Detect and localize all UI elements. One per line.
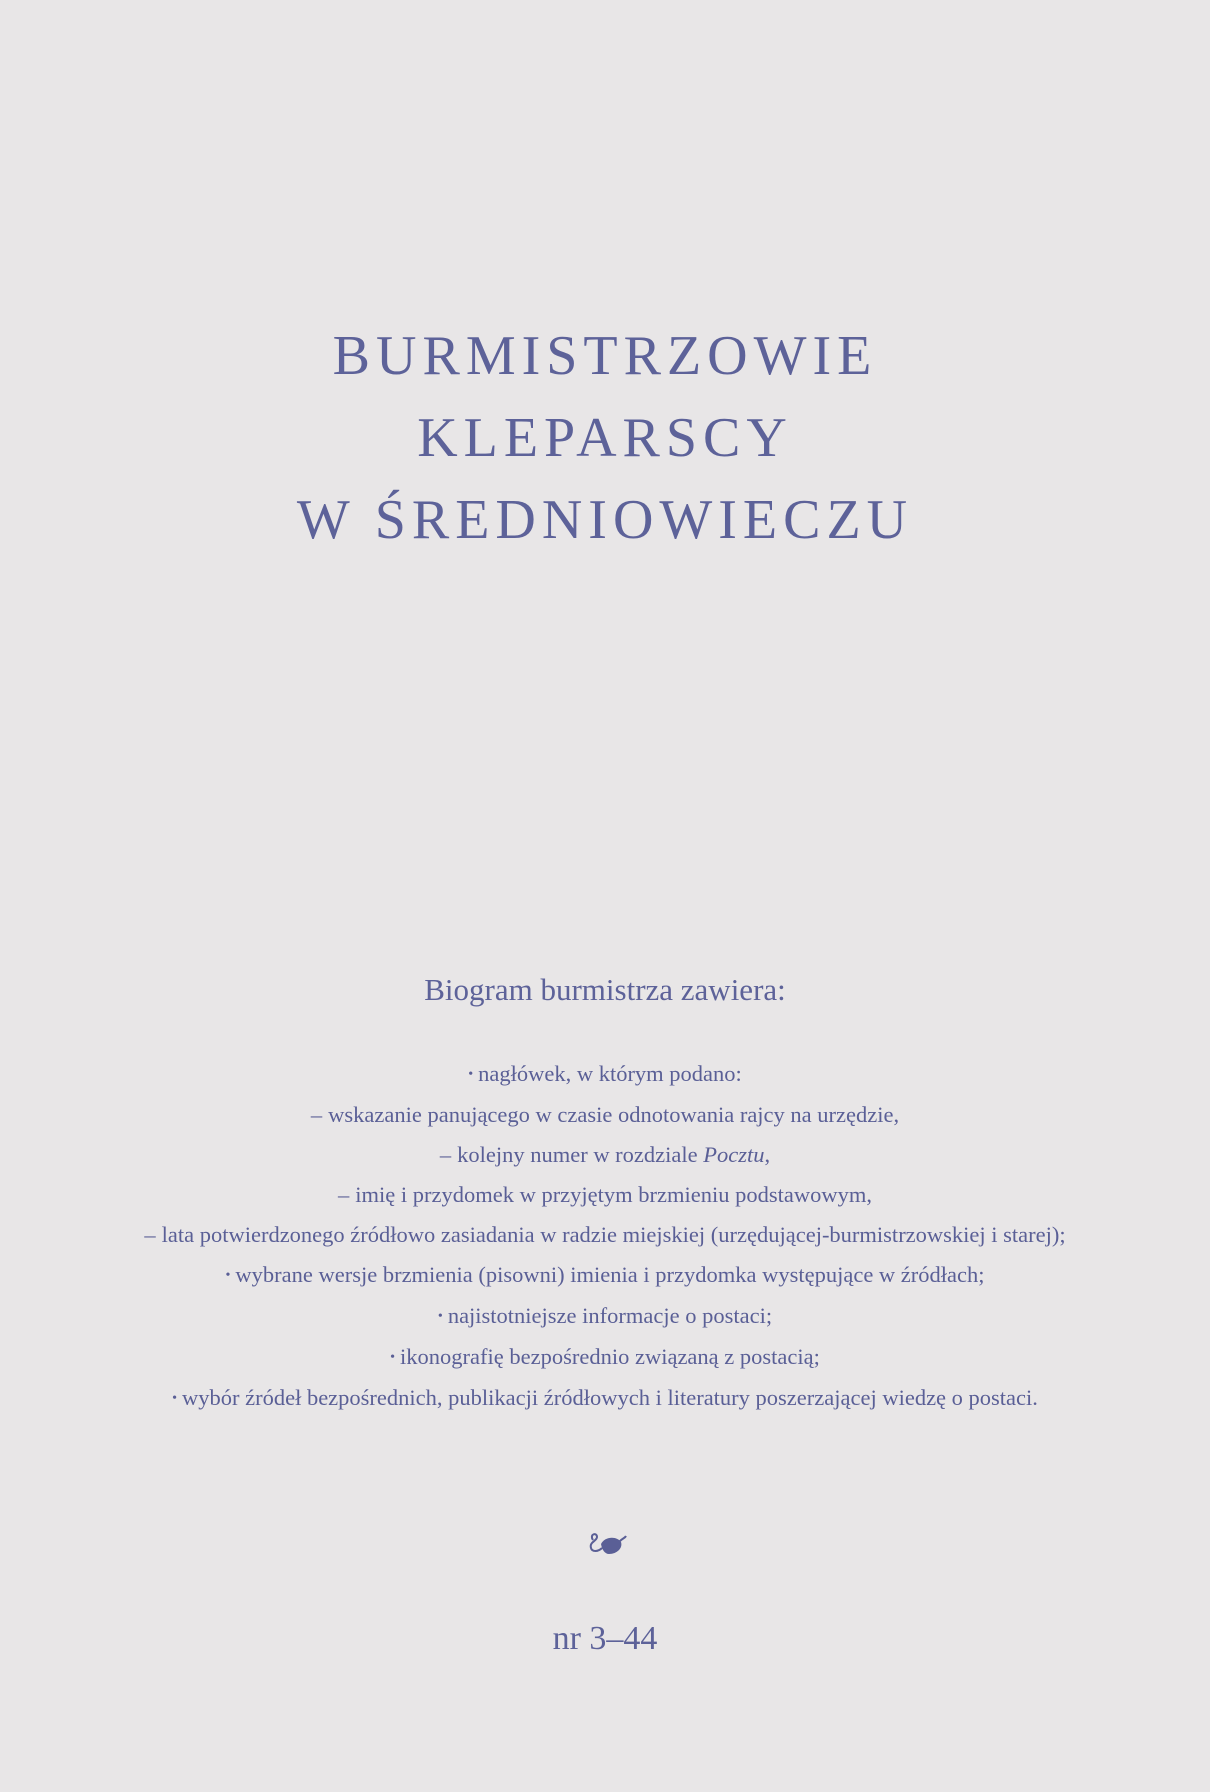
page-title <box>0 315 1210 561</box>
title-line-1: BURMISTRZOWIE <box>332 325 878 387</box>
section-heading: Biogram burmistrza zawiera: <box>424 972 786 1007</box>
entry-number-range: nr 3–44 <box>552 1620 658 1657</box>
list-item <box>0 1378 1210 1419</box>
list-item-text: wskazanie panującego w czasie odnotowania rajcy na urzędzie, <box>328 1102 900 1127</box>
bullet-icon: • <box>225 1268 231 1283</box>
list-item <box>0 1255 1210 1296</box>
list-item-text: ikonografię bezpośrednio związaną z postacią; <box>400 1344 820 1369</box>
biogram-contents-list <box>0 1054 1210 1419</box>
list-item <box>0 1095 1210 1135</box>
list-item <box>0 1135 1210 1175</box>
list-item <box>0 1296 1210 1337</box>
list-item-text: imię i przydomek w przyjętym brzmieniu podstawowym, <box>355 1182 872 1207</box>
title-line-3: W ŚREDNIOWIECZU <box>296 489 914 551</box>
dash-icon: – <box>337 1182 350 1207</box>
bullet-icon: • <box>172 1391 177 1406</box>
list-item-text: wybrane wersje brzmienia (pisowni) imienia i przydomka występujące w źródłach; <box>235 1262 985 1287</box>
list-item-text: , <box>764 1142 771 1167</box>
bullet-icon: • <box>437 1309 443 1324</box>
list-item-text: nagłówek, w którym podano: <box>478 1061 742 1086</box>
list-item-text: lata potwierdzonego źródłowo zasiadania w radzie miejskiej (urzędującej-burmistrzowskiej i starej); <box>161 1222 1066 1247</box>
list-item-text: kolejny numer w rozdziale <box>457 1142 704 1167</box>
list-item <box>0 1337 1210 1378</box>
dash-icon: – <box>310 1102 323 1127</box>
list-item <box>0 1175 1210 1215</box>
biogram-section <box>0 970 1210 1419</box>
list-item-text: wybór źródeł bezpośrednich, publikacji źródłowych i literatury poszerzającej wiedzę o postaci. <box>181 1385 1038 1410</box>
dash-icon: – <box>439 1142 452 1167</box>
list-item-italic-text: Pocztu <box>703 1142 765 1167</box>
hedera-leaf-icon <box>0 1530 1210 1565</box>
dash-icon: – <box>144 1222 156 1247</box>
title-line-2: KLEPARSCY <box>417 407 793 469</box>
bullet-icon: • <box>468 1067 474 1082</box>
list-item-text: najistotniejsze informacje o postaci; <box>447 1303 773 1328</box>
list-item <box>0 1215 1210 1255</box>
list-item <box>0 1054 1210 1095</box>
bullet-icon: • <box>390 1350 396 1365</box>
